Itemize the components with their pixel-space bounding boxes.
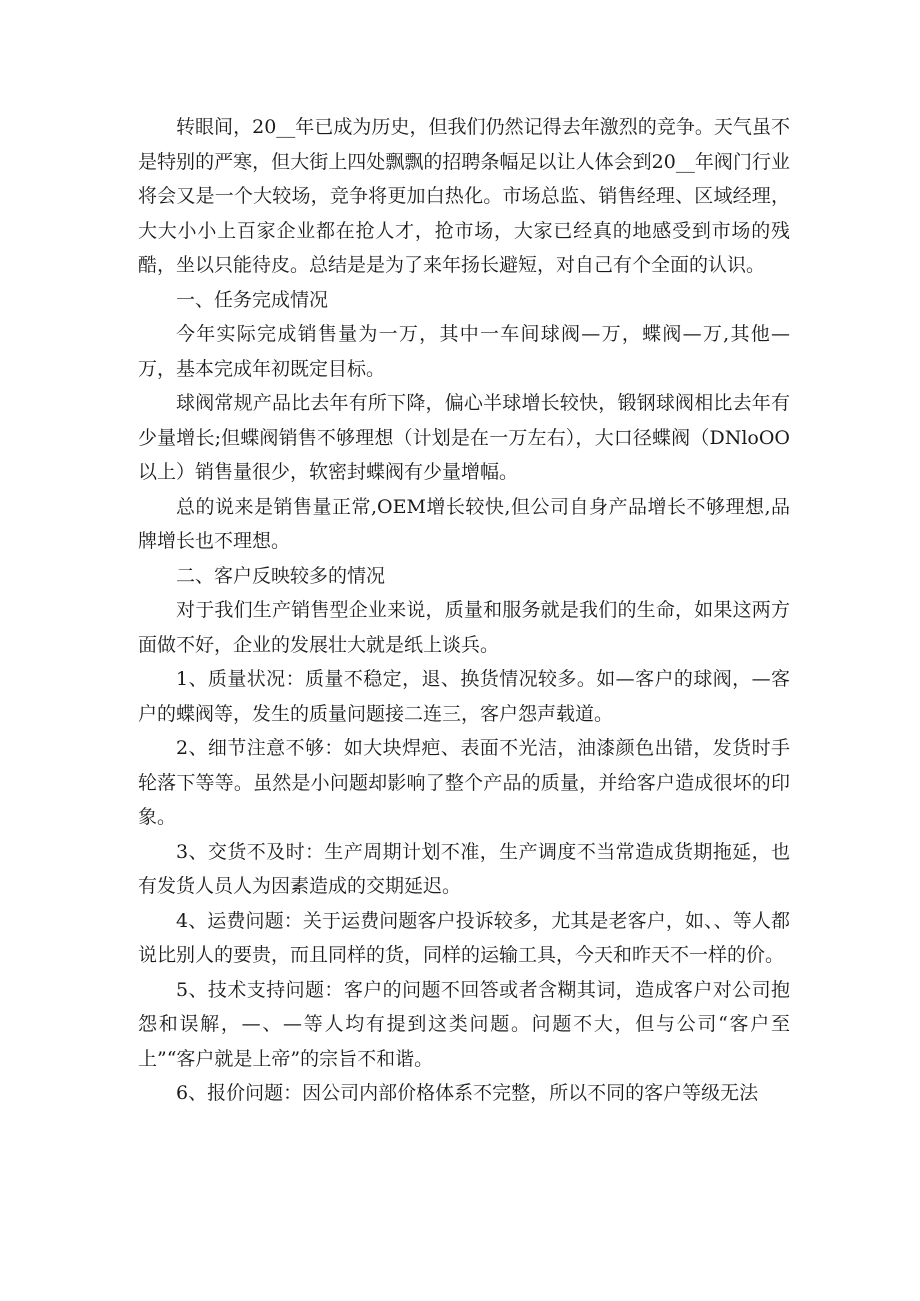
list-item-tech-support: 5、技术支持问题：客户的问题不回答或者含糊其词，造成客户对公司抱怨和误解，—、—等人均有提到这类问题。问题不大，但与公司“客户至上”“客户就是上帝”的宗旨不和谐。	[138, 978, 790, 1070]
list-item-quotation: 6、报价问题：因公司内部价格体系不完整，所以不同的客户等级无法	[176, 1082, 759, 1104]
document-page	[138, 110, 790, 1111]
section-heading-task-completion: 一、任务完成情况	[176, 288, 329, 311]
section-heading-customer-feedback: 二、客户反映较多的情况	[176, 564, 386, 587]
list-item-delivery: 3、交货不及时：生产周期计划不准，生产调度不当常造成货期拖延，也有发货人员人为因素造成的交期延迟。	[138, 840, 790, 897]
list-item-freight: 4、运费问题：关于运费问题客户投诉较多，尤其是老客户，如、、等人都说比别人的要贵，而且同样的货，同样的运输工具，今天和昨天不一样的价。	[138, 909, 790, 966]
paragraph-product-trends: 球阀常规产品比去年有所下降，偏心半球增长较快，锻钢球阀相比去年有少量增长;但蝶阀销售不够理想（计划是在一万左右），大口径蝶阀（DNloOO以上）销售量很少，软密封蝶阀有少量增幅。	[138, 392, 790, 483]
list-item-details: 2、细节注意不够：如大块焊疤、表面不光洁，油漆颜色出错，发货时手轮落下等等。虽然是小问题却影响了整个产品的质量，并给客户造成很坏的印象。	[138, 737, 790, 828]
paragraph-quality-service-intro: 对于我们生产销售型企业来说，质量和服务就是我们的生命，如果这两方面做不好，企业的发展壮大就是纸上谈兵。	[138, 599, 790, 656]
paragraph-sales-volume: 今年实际完成销售量为一万，其中一车间球阀—万，蝶阀—万,其他—万，基本完成年初既定目标。	[138, 323, 790, 380]
paragraph-summary: 总的说来是销售量正常,OEM增长较快,但公司自身产品增长不够理想,品牌增长也不理想。	[138, 495, 790, 552]
list-item-quality-status: 1、质量状况：质量不稳定，退、换货情况较多。如—客户的球阀，—客户的蝶阀等，发生的质量问题接二连三，客户怨声载道。	[138, 668, 790, 725]
intro-paragraph: 转眼间，20__年已成为历史，但我们仍然记得去年激烈的竞争。天气虽不是特别的严寒，但大街上四处飘飘的招聘条幅足以让人体会到20__年阀门行业将会又是一个大较场，竞争将更加白热化。市场总监、销售经理、区域经理，大大小小上百家企业都在抢人才，抢市场，大家已经真的地感受到市场的残酷，坐以只能待皮。总结是是为了来年扬长避短，对自己有个全面的认识。	[138, 116, 790, 276]
